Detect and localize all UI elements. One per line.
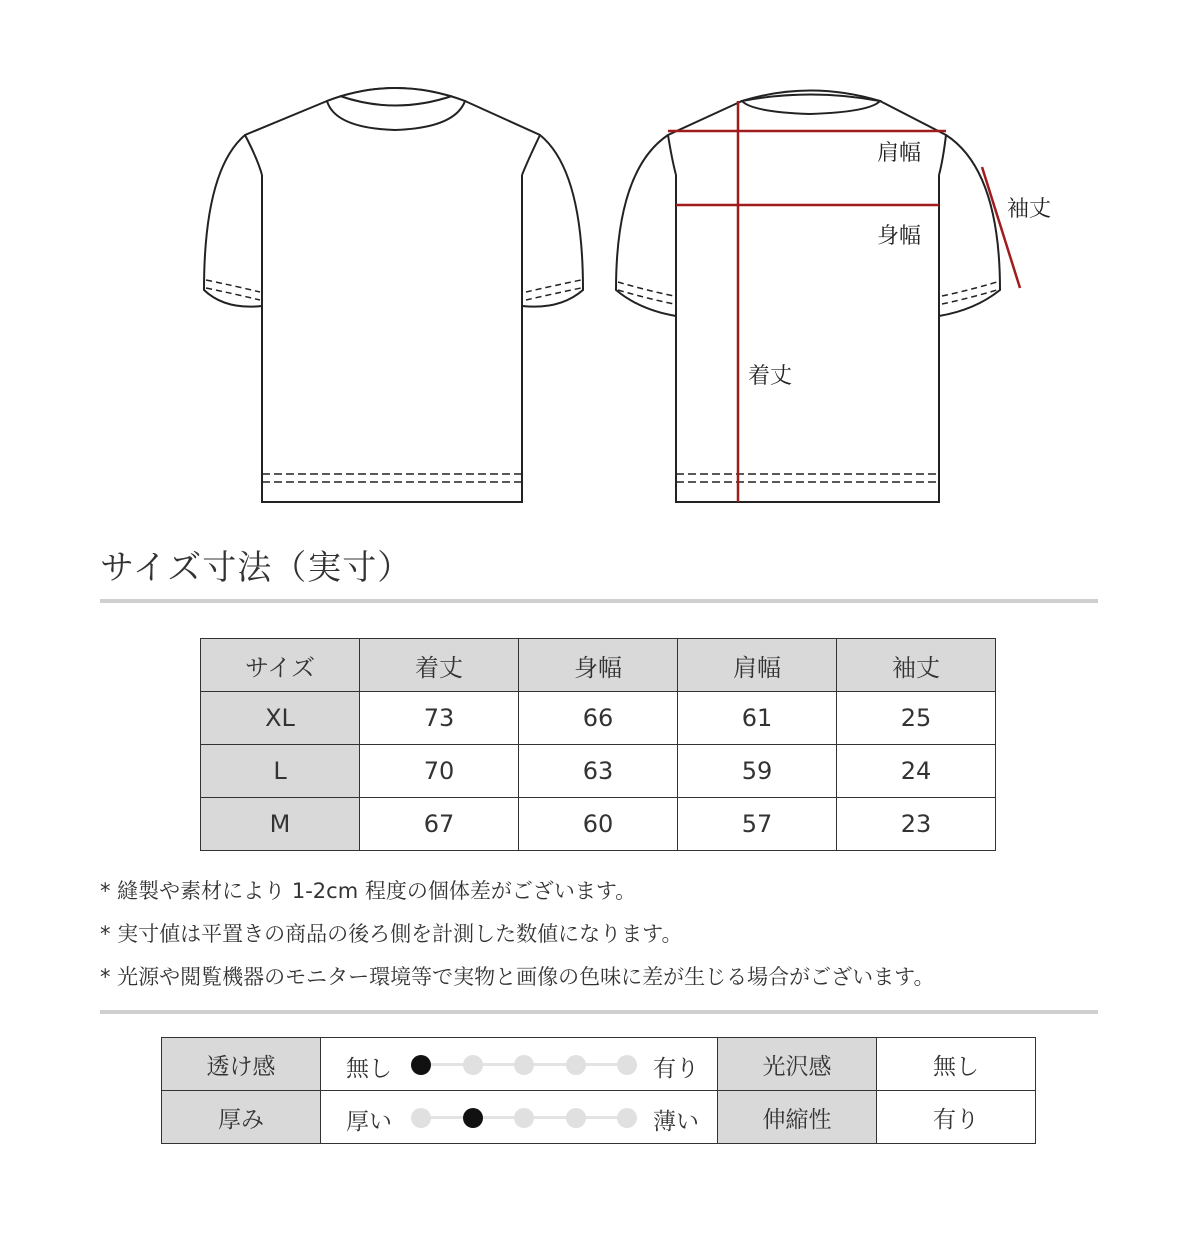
scale-dot: [617, 1108, 637, 1128]
scale-right-label: 有り: [653, 1056, 699, 1082]
table-cell: 61: [678, 692, 837, 745]
scale-dot-selected: [463, 1108, 483, 1128]
scale-left-label: 厚い: [346, 1109, 392, 1135]
scale-dot-selected: [411, 1055, 431, 1075]
size-table-header: [201, 639, 996, 692]
section-title: サイズ寸法（実寸）: [100, 548, 413, 588]
table-cell: 23: [837, 798, 996, 851]
header-cell: 着丈: [360, 639, 519, 692]
fabric-attr-label: 伸縮性: [718, 1091, 877, 1144]
tshirt-front-drawing: [204, 88, 583, 502]
header-cell: 肩幅: [678, 639, 837, 692]
header-cell: 身幅: [519, 639, 678, 692]
tshirt-back-drawing: [616, 91, 1000, 503]
fabric-attr-value: 有り: [877, 1091, 1036, 1144]
table-cell: 57: [678, 798, 837, 851]
header-cell: サイズ: [201, 639, 360, 692]
table-cell: 59: [678, 745, 837, 798]
header-cell: 袖丈: [837, 639, 996, 692]
table-cell: 67: [360, 798, 519, 851]
fabric-scale: [321, 1038, 718, 1091]
table-cell: 24: [837, 745, 996, 798]
scale-dot: [566, 1055, 586, 1075]
table-cell: 70: [360, 745, 519, 798]
table-row: [201, 745, 996, 798]
divider: [100, 1010, 1098, 1014]
shoulder-width-label: 肩幅: [877, 141, 922, 166]
scale-dot: [566, 1108, 586, 1128]
fabric-row: [162, 1038, 1036, 1091]
fabric-attr-label: 光沢感: [718, 1038, 877, 1091]
scale-right-label: 薄い: [653, 1109, 699, 1135]
note: * 実寸値は平置きの商品の後ろ側を計測した数値になります。: [100, 922, 683, 946]
size-table: [200, 638, 996, 851]
notes: [100, 875, 935, 1004]
table-row: [201, 798, 996, 851]
size-cell: M: [201, 798, 360, 851]
length-label: 着丈: [748, 364, 793, 389]
table-cell: 66: [519, 692, 678, 745]
scale-dot: [463, 1055, 483, 1075]
fabric-label: 透け感: [162, 1038, 321, 1091]
table-row: [201, 692, 996, 745]
scale-dot: [514, 1108, 534, 1128]
note: * 縫製や素材により 1-2cm 程度の個体差がございます。: [100, 879, 637, 903]
size-cell: XL: [201, 692, 360, 745]
divider: [100, 599, 1098, 603]
fabric-attr-value: 無し: [877, 1038, 1036, 1091]
table-cell: 25: [837, 692, 996, 745]
table-cell: 73: [360, 692, 519, 745]
table-cell: 63: [519, 745, 678, 798]
size-cell: L: [201, 745, 360, 798]
scale-dot: [514, 1055, 534, 1075]
sleeve-length-label: 袖丈: [1007, 197, 1052, 222]
note: * 光源や閲覧機器のモニター環境等で実物と画像の色味に差が生じる場合がございます。: [100, 965, 935, 989]
fabric-label: 厚み: [162, 1091, 321, 1144]
fabric-table: [161, 1037, 1036, 1144]
tshirt-illustrations: [0, 0, 1200, 520]
body-width-label: 身幅: [877, 224, 922, 249]
scale-dot: [617, 1055, 637, 1075]
scale-left-label: 無し: [346, 1056, 392, 1082]
scale-dot: [411, 1108, 431, 1128]
fabric-row: [162, 1091, 1036, 1144]
fabric-scale: [321, 1091, 718, 1144]
table-cell: 60: [519, 798, 678, 851]
